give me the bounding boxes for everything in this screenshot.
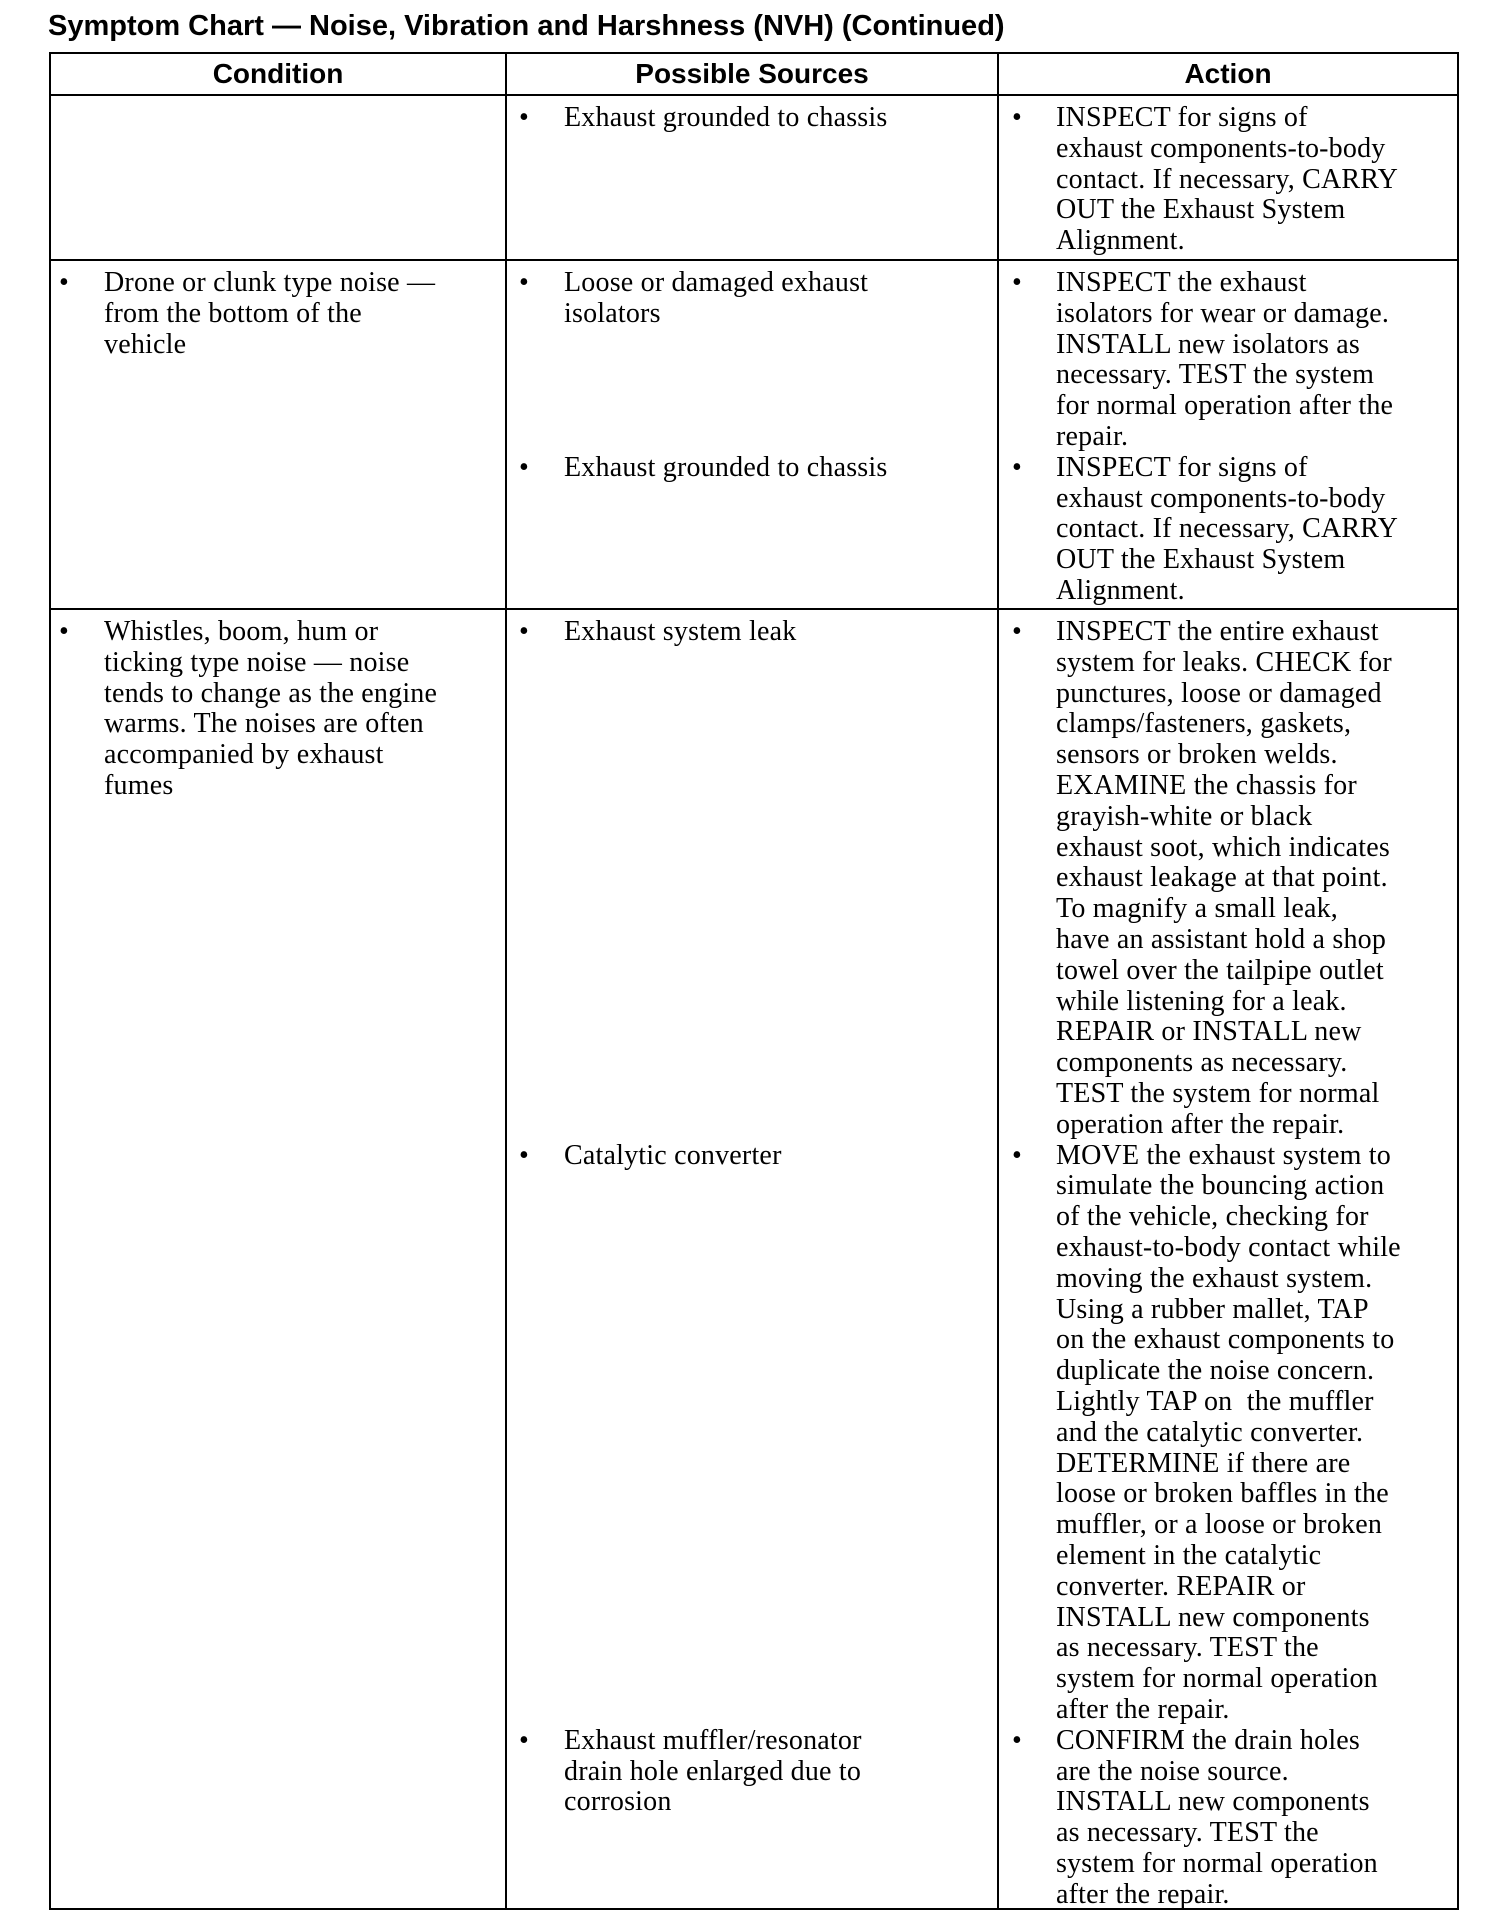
action-item-line: OUT the Exhaust System [1056, 194, 1346, 226]
action-item-line: OUT the Exhaust System [1056, 544, 1346, 576]
condition-item-line: vehicle [104, 328, 187, 360]
column-header-action: Action [1184, 58, 1272, 89]
source-item-line: Exhaust grounded to chassis [564, 451, 888, 483]
header-divider [49, 94, 1459, 96]
column-header-condition: Condition [212, 58, 344, 89]
condition-item-line: tends to change as the engine [104, 677, 438, 709]
action-item-line: INSPECT the entire exhaust [1056, 616, 1379, 647]
action-item-line: on the exhaust components to [1056, 1324, 1395, 1356]
bullet-icon: • [59, 616, 69, 647]
source-item-line: Exhaust grounded to chassis [564, 102, 888, 133]
action-item-line: CONFIRM the drain holes [1056, 1724, 1361, 1756]
action-item-line: exhaust components-to-body [1056, 482, 1386, 514]
condition-item-line: Whistles, boom, hum or [104, 616, 379, 647]
row-divider [49, 259, 1459, 261]
bullet-icon: • [519, 267, 529, 298]
action-item-line: loose or broken baffles in the [1056, 1478, 1389, 1510]
source-item-line: Loose or damaged exhaust [564, 267, 869, 298]
source-item-line: Catalytic converter [564, 1139, 782, 1171]
action-item-line: repair. [1056, 421, 1129, 452]
condition-item-line: warms. The noises are often [104, 708, 424, 740]
action-item-line: system for leaks. CHECK for [1056, 646, 1392, 678]
source-item-line: Exhaust system leak [564, 616, 797, 647]
action-item-line: muffler, or a loose or broken [1056, 1509, 1383, 1541]
bullet-icon: • [59, 267, 69, 298]
source-item-line: isolators [564, 297, 661, 329]
action-item-line: for normal operation after the [1056, 390, 1394, 422]
action-item-line: and the catalytic converter. [1056, 1416, 1364, 1448]
action-item-line: exhaust components-to-body [1056, 132, 1386, 164]
action-item-line: punctures, loose or damaged [1056, 677, 1382, 709]
action-item-line: have an assistant hold a shop [1056, 924, 1387, 955]
condition-item-line: fumes [104, 770, 174, 801]
action-item-line: exhaust-to-body contact while [1056, 1231, 1401, 1263]
action-item-line: towel over the tailpipe outlet [1056, 954, 1384, 986]
bullet-icon: • [1012, 267, 1022, 298]
action-item-line: operation after the repair. [1056, 1108, 1345, 1140]
action-item-line: INSTALL new components [1056, 1786, 1370, 1818]
action-item-line: exhaust leakage at that point. [1056, 862, 1388, 894]
action-item-line: isolators for wear or damage. [1056, 297, 1390, 329]
symptom-table [49, 52, 1459, 1910]
action-item-line: To magnify a small leak, [1056, 893, 1338, 925]
action-item-line: grayish-white or black [1056, 800, 1313, 832]
page-title: Symptom Chart — Noise, Vibration and Harshness (NVH) (Continued) [48, 10, 1005, 42]
bullet-icon: • [519, 451, 529, 483]
bullet-icon: • [1012, 1139, 1022, 1171]
action-item-line: INSPECT the exhaust [1056, 267, 1307, 298]
column-divider [997, 52, 999, 1910]
action-item-line: INSTALL new components [1056, 1601, 1370, 1633]
row-divider [49, 608, 1459, 610]
action-item-line: clamps/fasteners, gaskets, [1056, 708, 1352, 740]
action-item-line: INSPECT for signs of [1056, 451, 1308, 483]
condition-item-line: Drone or clunk type noise — [104, 267, 436, 298]
action-item-line: necessary. TEST the system [1056, 359, 1375, 391]
bullet-icon: • [1012, 1724, 1022, 1756]
action-item-line: system for normal operation [1056, 1847, 1378, 1879]
action-item-line: element in the catalytic [1056, 1539, 1322, 1571]
bullet-icon: • [1012, 102, 1022, 133]
condition-item-line: ticking type noise — noise [104, 646, 410, 678]
condition-item-line: from the bottom of the [104, 297, 362, 329]
action-item-line: moving the exhaust system. [1056, 1262, 1373, 1294]
action-item-line: INSPECT for signs of [1056, 102, 1308, 133]
bullet-icon: • [519, 616, 529, 647]
action-item-line: as necessary. TEST the [1056, 1817, 1319, 1849]
condition-item-line: accompanied by exhaust [104, 739, 384, 771]
action-item-line: Alignment. [1056, 225, 1185, 257]
action-item-line: MOVE the exhaust system to [1056, 1139, 1391, 1171]
action-item-line: Using a rubber mallet, TAP [1056, 1293, 1369, 1325]
source-item-line: corrosion [564, 1786, 672, 1818]
action-item-line: TEST the system for normal [1056, 1078, 1380, 1109]
action-item-line: contact. If necessary, CARRY [1056, 163, 1399, 195]
action-item-line: duplicate the noise concern. [1056, 1355, 1375, 1387]
action-item-line: components as necessary. [1056, 1047, 1348, 1079]
bullet-icon: • [519, 1724, 529, 1756]
action-item-line: after the repair. [1056, 1878, 1230, 1910]
bullet-icon: • [1012, 451, 1022, 483]
bullet-icon: • [519, 102, 529, 133]
column-header-possible-sources: Possible Sources [635, 58, 869, 89]
action-item-line: of the vehicle, checking for [1056, 1201, 1369, 1233]
action-item-line: exhaust soot, which indicates [1056, 831, 1390, 863]
action-item-line: are the noise source. [1056, 1755, 1289, 1787]
column-divider [505, 52, 507, 1910]
action-item-line: converter. REPAIR or [1056, 1570, 1306, 1602]
action-item-line: as necessary. TEST the [1056, 1632, 1319, 1664]
action-item-line: contact. If necessary, CARRY [1056, 513, 1399, 545]
action-item-line: after the repair. [1056, 1693, 1230, 1725]
action-item-line: system for normal operation [1056, 1663, 1378, 1695]
source-item-line: drain hole enlarged due to [564, 1755, 862, 1787]
action-item-line: DETERMINE if there are [1056, 1447, 1351, 1479]
source-item-line: Exhaust muffler/resonator [564, 1724, 862, 1756]
bullet-icon: • [1012, 616, 1022, 647]
action-item-line: Lightly TAP on the muffler [1056, 1385, 1374, 1417]
action-item-line: sensors or broken welds. [1056, 739, 1338, 771]
action-item-line: INSTALL new isolators as [1056, 328, 1361, 360]
bullet-icon: • [519, 1139, 529, 1171]
action-item-line: simulate the bouncing action [1056, 1170, 1385, 1202]
action-item-line: Alignment. [1056, 574, 1185, 606]
action-item-line: REPAIR or INSTALL new [1056, 1016, 1362, 1048]
action-item-line: EXAMINE the chassis for [1056, 770, 1357, 801]
action-item-line: while listening for a leak. [1056, 985, 1347, 1017]
